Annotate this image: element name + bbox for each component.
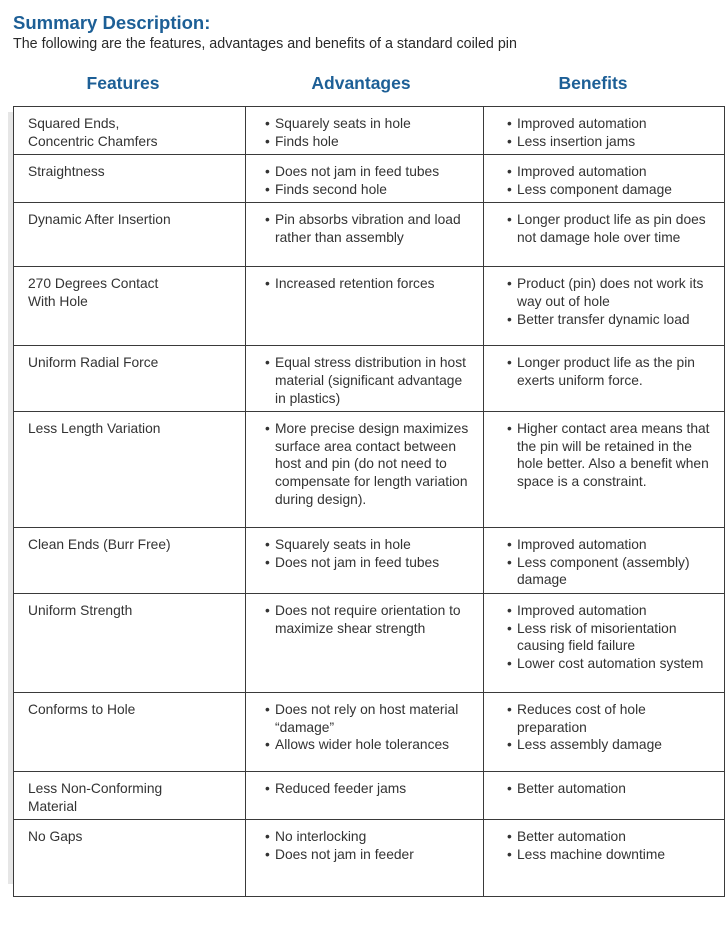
column-header-benefits: Benefits (558, 73, 628, 93)
table-row (14, 692, 725, 771)
list-item: • Allows wider hole tolerances (265, 736, 473, 754)
table-row (14, 107, 725, 155)
list-item: • Improved automation (507, 602, 714, 620)
list-item: • Less component damage (507, 181, 714, 199)
advantages-cell (246, 692, 484, 771)
feature-cell: Less Length Variation (14, 412, 246, 528)
advantages-cell (246, 107, 484, 155)
benefits-cell (484, 412, 725, 528)
list-item: • Finds second hole (265, 181, 473, 199)
advantages-cell (246, 203, 484, 267)
list-item: • Less machine downtime (507, 846, 714, 864)
feature-cell: 270 Degrees Contact With Hole (14, 267, 246, 346)
list-item: • Does not jam in feed tubes (265, 554, 473, 572)
list-item: • Equal stress distribution in host material (significant advantage in plastics) (265, 354, 473, 407)
table-row (14, 346, 725, 412)
advantages-cell (246, 155, 484, 203)
benefits-cell (484, 267, 725, 346)
advantages-cell (246, 412, 484, 528)
list-item: • Higher contact area means that the pin will be retained in the hole better. Also a benefit when space is a constraint. (507, 420, 714, 490)
features-table (13, 106, 725, 897)
list-item: • Improved automation (507, 536, 714, 554)
list-item: • Does not rely on host material “damage” (265, 701, 473, 736)
list-item: • Does not jam in feeder (265, 846, 473, 864)
table-row (14, 203, 725, 267)
benefits-cell (484, 107, 725, 155)
table-row (14, 771, 725, 819)
benefits-cell (484, 692, 725, 771)
list-item: • Pin absorbs vibration and load rather than assembly (265, 211, 473, 246)
advantages-cell (246, 346, 484, 412)
benefits-cell (484, 593, 725, 692)
list-item: • Reduced feeder jams (265, 780, 473, 798)
column-header-features: Features (86, 73, 160, 93)
list-item: • Less risk of misorientation causing field failure (507, 620, 714, 655)
list-item: • Squarely seats in hole (265, 115, 473, 133)
table-row (14, 820, 725, 897)
advantages-cell (246, 593, 484, 692)
page-title: Summary Description: (13, 12, 211, 33)
list-item: • Less insertion jams (507, 133, 714, 151)
feature-cell: Uniform Strength (14, 593, 246, 692)
list-item: • Does not jam in feed tubes (265, 163, 473, 181)
table-row (14, 267, 725, 346)
list-item: • Better transfer dynamic load (507, 311, 714, 329)
list-item: • Improved automation (507, 163, 714, 181)
benefits-cell (484, 771, 725, 819)
list-item: • Reduces cost of hole preparation (507, 701, 714, 736)
table-row (14, 155, 725, 203)
table-row (14, 593, 725, 692)
feature-cell: Less Non-Conforming Material (14, 771, 246, 819)
list-item: • Does not require orientation to maximize shear strength (265, 602, 473, 637)
list-item: • Longer product life as pin does not damage hole over time (507, 211, 714, 246)
table-row (14, 528, 725, 594)
advantages-cell (246, 771, 484, 819)
feature-cell: Squared Ends, Concentric Chamfers (14, 107, 246, 155)
benefits-cell (484, 203, 725, 267)
advantages-cell (246, 528, 484, 594)
feature-cell: Clean Ends (Burr Free) (14, 528, 246, 594)
benefits-cell (484, 820, 725, 897)
feature-cell: Conforms to Hole (14, 692, 246, 771)
feature-cell: Dynamic After Insertion (14, 203, 246, 267)
advantages-cell (246, 267, 484, 346)
list-item: • Longer product life as the pin exerts uniform force. (507, 354, 714, 389)
column-header-advantages: Advantages (311, 73, 411, 93)
list-item: • Finds hole (265, 133, 473, 151)
feature-cell: Uniform Radial Force (14, 346, 246, 412)
feature-cell: No Gaps (14, 820, 246, 897)
list-item: • Product (pin) does not work its way out of hole (507, 275, 714, 310)
feature-cell: Straightness (14, 155, 246, 203)
benefits-cell (484, 155, 725, 203)
benefits-cell (484, 528, 725, 594)
advantages-cell (246, 820, 484, 897)
list-item: • More precise design maximizes surface area contact between host and pin (do not need to compensate for length variation during design). (265, 420, 473, 508)
list-item: • No interlocking (265, 828, 473, 846)
page-subtitle: The following are the features, advantages and benefits of a standard coiled pin (13, 36, 517, 52)
list-item: • Squarely seats in hole (265, 536, 473, 554)
list-item: • Less assembly damage (507, 736, 714, 754)
benefits-cell (484, 346, 725, 412)
table-row (14, 412, 725, 528)
list-item: • Less component (assembly) damage (507, 554, 714, 589)
list-item: • Improved automation (507, 115, 714, 133)
list-item: • Lower cost automation system (507, 655, 714, 673)
list-item: • Increased retention forces (265, 275, 473, 293)
list-item: • Better automation (507, 780, 714, 798)
list-item: • Better automation (507, 828, 714, 846)
